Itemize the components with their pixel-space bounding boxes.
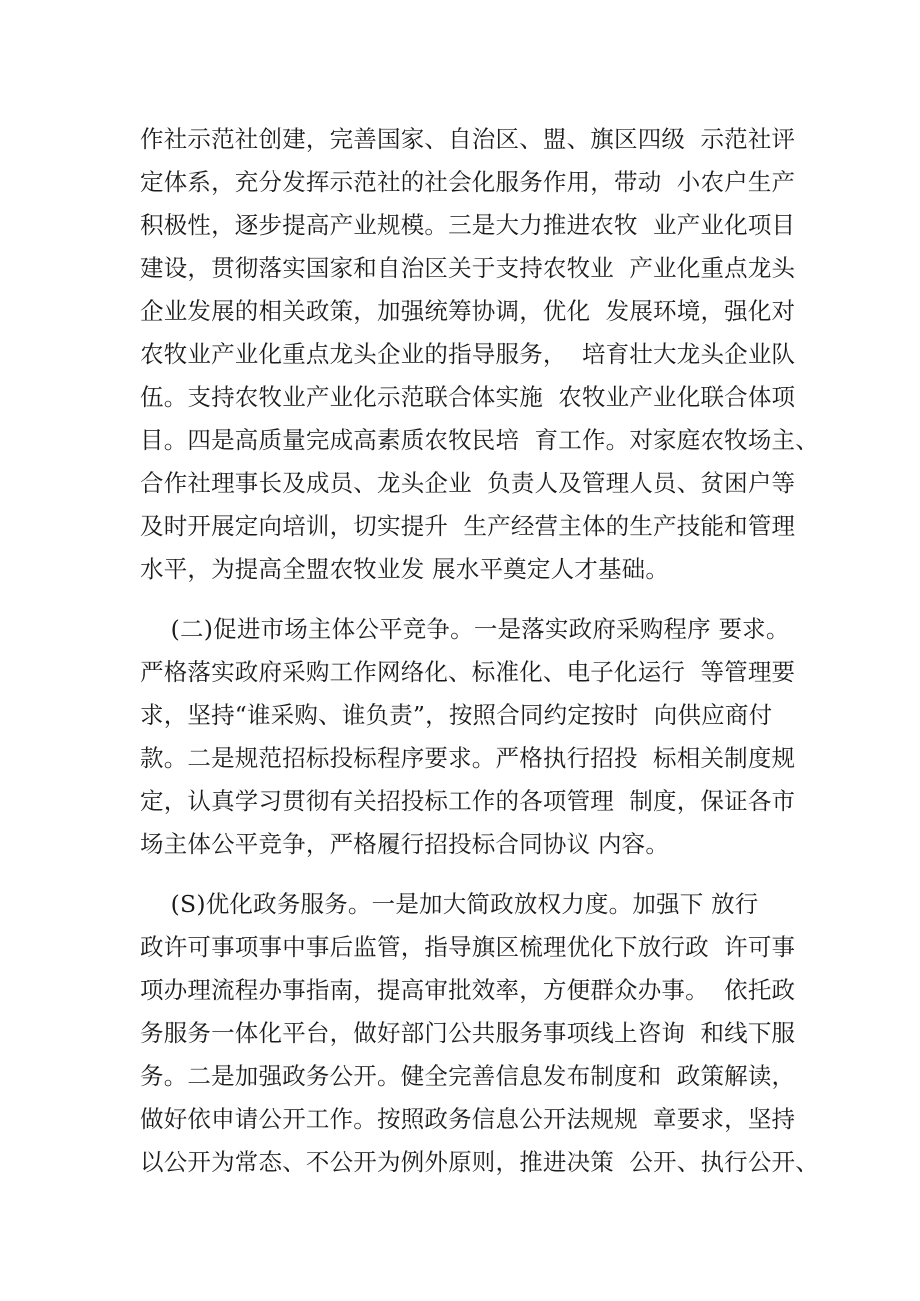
text-line: 积极性，逐步提高产业规模。三是大力推进农牧 业产业化项目 [140, 211, 796, 239]
text-line: 项办理流程办事指南，提高审批效率，方便群众办事。 依托政 [140, 976, 796, 1004]
text-line: 定，认真学习贯彻有关招投标工作的各项管理 制度，保证各市 [140, 787, 796, 815]
text-line: 求，坚持“谁采购、谁负责”，按照合同约定按时 向供应商付 [140, 701, 773, 729]
text-line: 务。二是加强政务公开。健全完善信息发布制度和 政策解读， [140, 1062, 796, 1090]
text-line: 目。四是高质量完成高素质农牧民培 育工作。对家庭农牧场主、 [140, 426, 819, 454]
text-line: (二)促进市场主体公平竞争。一是落实政府采购程序 要求。 [140, 615, 790, 643]
text-line: 定体系，充分发挥示范社的社会化服务作用，带动 小农户生产 [140, 168, 796, 196]
text-line: 合作社理事长及成员、龙头企业 负责人及管理人员、贫困户等 [140, 469, 796, 497]
text-line: 作社示范社创建，完善国家、自治区、盟、旗区四级 示范社评 [140, 125, 796, 153]
text-line: 建设，贯彻落实国家和自治区关于支持农牧业 产业化重点龙头 [140, 254, 796, 282]
text-line: 场主体公平竞争，严格履行招投标合同协议 内容。 [140, 830, 670, 858]
text-line: 务服务一体化平台，做好部门公共服务事项线上咨询 和线下服 [140, 1019, 796, 1047]
text-line: 以公开为常态、不公开为例外原则，推进决策 公开、执行公开、 [140, 1148, 819, 1176]
text-line: 款。二是规范招标投标程序要求。严格执行招投 标相关制度规 [140, 744, 796, 772]
text-line: 政许可事项事中事后监管，指导旗区梳理优化下放行政 许可事 [140, 933, 796, 961]
text-line: 农牧业产业化重点龙头企业的指导服务， 培育壮大龙头企业队 [140, 340, 796, 368]
text-line: 严格落实政府采购工作网络化、标准化、电子化运行 等管理要 [140, 658, 796, 686]
text-line: 企业发展的相关政策，加强统筹协调，优化 发展环境，强化对 [140, 297, 796, 325]
text-line: 及时开展定向培训，切实提升 生产经营主体的生产技能和管理 [140, 512, 796, 540]
text-line: 伍。支持农牧业产业化示范联合体实施 农牧业产业化联合体项 [140, 383, 796, 411]
text-line: 做好依申请公开工作。按照政务信息公开法规规 章要求，坚持 [140, 1105, 796, 1133]
text-line: (S)优化政务服务。一是加大简政放权力度。加强下 放行 [140, 890, 759, 918]
text-line: 水平，为提高全盟农牧业发 展水平奠定人才基础。 [140, 555, 670, 583]
